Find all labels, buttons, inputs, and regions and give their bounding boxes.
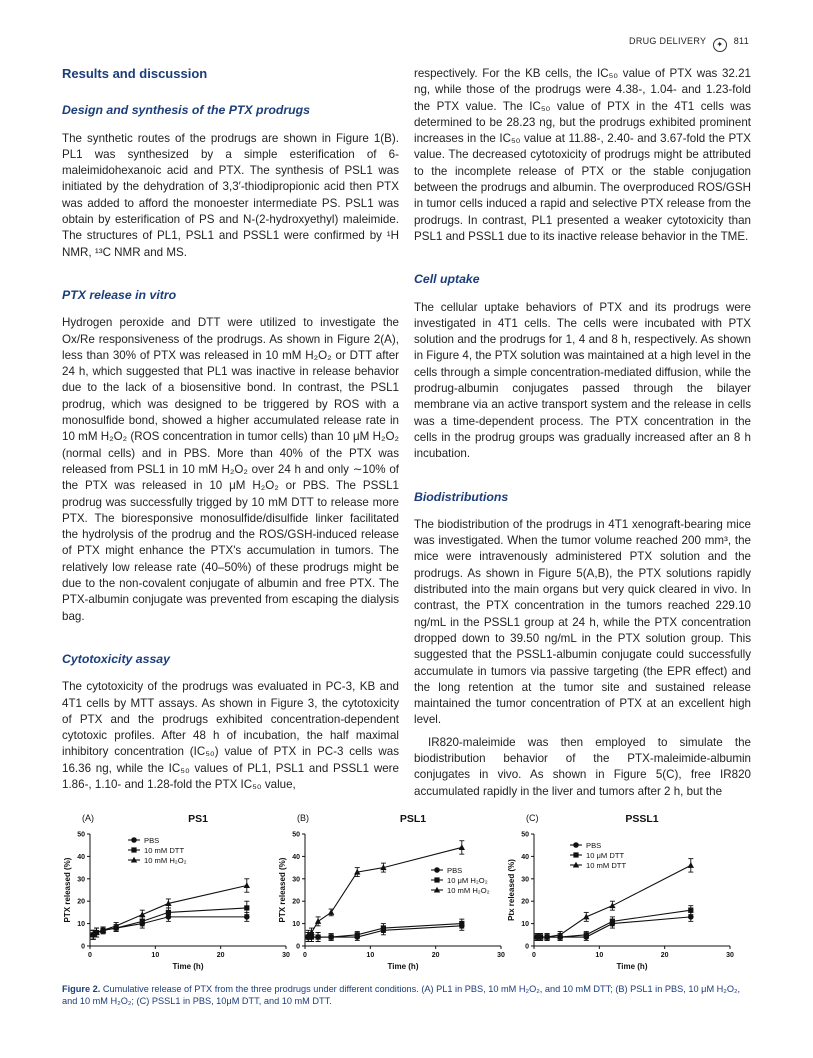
y-tick-label: 30 xyxy=(521,876,529,884)
legend-marker xyxy=(434,877,439,882)
paragraph-cell-uptake: The cellular uptake behaviors of PTX and its prodrugs were investigated in 4T1 cells. The cells were incubated with PTX solution and the prodrugs for 1, 4 and 8 h, respectively. As shown in Figure 4, the PTX solution was maintained at a high level in the cells through a simple concentration-mediated diffusion, while the prodrug-albumin conjugates passed through the bilayer membrane via an active transport system and the release in cells was a time-dependent process. The PTX concentration in the cells in the prodrug groups was gradually increased after an 8 h incubation. xyxy=(414,300,751,461)
data-point xyxy=(459,921,464,926)
data-point xyxy=(166,910,171,915)
y-tick-label: 30 xyxy=(292,876,300,884)
data-point xyxy=(329,934,334,939)
y-tick-label: 50 xyxy=(292,831,300,839)
paragraph-cytotoxicity: The cytotoxicity of the prodrugs was evaluated in PC-3, KB and 4T1 cells by MTT assays. As shown in Figure 3, the cytotoxicity of PTX and the prodrugs exhibited concentration-dependent cytotoxic profiles. After 48 h of incubation, the half maximal inhibitory concentration (IC₅₀) value of PTX in PC-3 cells was 16.36 ng, while the IC₅₀ values of PL1, PSL1 and PSSL1 were 1.86-, 1.10- and 1.28-fold the PTX IC₅₀ value, xyxy=(62,680,399,791)
panel-label: (B) xyxy=(297,813,309,823)
data-point xyxy=(688,908,693,913)
chart-panel-1 xyxy=(63,813,290,971)
x-tick-label: 10 xyxy=(366,952,375,959)
subsection-heading-cytotoxicity: Cytotoxicity assay xyxy=(62,651,170,666)
figure-2-charts xyxy=(62,812,752,982)
legend-label: 10 mM H₂O₂ xyxy=(447,886,490,895)
data-point xyxy=(355,932,360,937)
legend-label: 10 μM H₂O₂ xyxy=(447,876,488,885)
y-axis-label: PTX released (%) xyxy=(63,857,72,923)
y-tick-label: 50 xyxy=(521,831,529,839)
legend-label: 10 mM DTT xyxy=(586,861,627,870)
y-tick-label: 0 xyxy=(296,943,300,951)
data-point xyxy=(584,932,589,937)
y-tick-label: 20 xyxy=(77,898,85,906)
journal-name: DRUG DELIVERY xyxy=(629,36,707,46)
legend-marker xyxy=(434,867,440,873)
legend-marker xyxy=(131,847,136,852)
legend-marker xyxy=(131,837,137,843)
y-tick-label: 20 xyxy=(521,898,529,906)
x-tick-label: 10 xyxy=(151,952,160,959)
journal-logo-icon: ✦ xyxy=(713,38,727,52)
legend xyxy=(128,836,187,865)
figure-2-caption xyxy=(62,983,752,1007)
y-tick-label: 10 xyxy=(521,921,529,929)
y-tick-label: 40 xyxy=(77,853,85,861)
y-tick-label: 10 xyxy=(292,921,300,929)
y-tick-label: 0 xyxy=(81,943,85,951)
y-tick-label: 40 xyxy=(292,853,300,861)
x-tick-label: 20 xyxy=(216,952,225,959)
legend-label: 10 mM H₂O₂ xyxy=(144,856,187,865)
running-header xyxy=(629,36,749,52)
data-point xyxy=(315,934,320,939)
legend-label: PBS xyxy=(586,841,602,850)
x-tick-label: 20 xyxy=(660,952,669,959)
y-tick-label: 50 xyxy=(77,831,85,839)
x-tick-label: 0 xyxy=(303,952,307,959)
data-point xyxy=(557,932,563,938)
x-tick-label: 30 xyxy=(726,952,734,959)
section-heading-results: Results and discussion xyxy=(62,66,208,81)
x-tick-label: 10 xyxy=(595,952,604,959)
data-point xyxy=(244,882,250,888)
legend-label: PBS xyxy=(144,836,160,845)
subsection-heading-cell-uptake: Cell uptake xyxy=(414,272,480,287)
chart-title: PSSL1 xyxy=(625,813,659,825)
x-axis-label: Time (h) xyxy=(387,962,419,971)
y-axis-label: Ptx released (%) xyxy=(507,859,516,921)
y-tick-label: 10 xyxy=(77,921,85,929)
caption-text: Cumulative release of PTX from the three prodrugs under different conditions. (A) PL1 in PBS, 10 mM H₂O₂, and 10 mM DTT; (B) PSL1 in PBS, 10 μM H₂O₂, and 10 mM H₂O₂; (C) PSSL1 in PBS, 10μM DTT, and 10 mM DTT. xyxy=(62,984,741,1006)
page-number: 811 xyxy=(733,36,749,46)
subsection-heading-design: Design and synthesis of the PTX prodrugs xyxy=(62,103,311,118)
panel-label: (A) xyxy=(82,813,94,823)
legend-label: PBS xyxy=(447,866,463,875)
subsection-heading-biodistributions: Biodistributions xyxy=(414,489,509,504)
series-2 xyxy=(306,919,465,941)
x-tick-label: 30 xyxy=(497,952,505,959)
data-point xyxy=(315,918,321,924)
data-point xyxy=(609,902,615,908)
x-tick-label: 20 xyxy=(431,952,440,959)
figure-2 xyxy=(62,812,752,982)
x-axis-label: Time (h) xyxy=(616,962,648,971)
subsection-heading-release: PTX release in vitro xyxy=(62,287,177,302)
legend xyxy=(570,841,626,870)
data-point xyxy=(610,919,615,924)
chart-title: PS1 xyxy=(188,813,208,825)
data-point xyxy=(244,905,249,910)
series-2 xyxy=(91,901,250,939)
data-point xyxy=(328,909,334,915)
y-axis-label: PTX released (%) xyxy=(278,857,287,923)
y-tick-label: 30 xyxy=(77,876,85,884)
panel-label: (C) xyxy=(526,813,539,823)
paragraph-design: The synthetic routes of the prodrugs are shown in Figure 1(B). PL1 was synthesized by a simple esterification of 6-maleimidohexanoic acid and PTX. The synthesis of PSL1 was initiated by the dehydration of 3,3′-thiodipropionic acid then PTX was added to afford the monoester intermediate PS. PSL1 was obtain by esterification of PS and N-(2-hydroxyethyl) maleimide. The structures of PL1, PSL1 and PSSL1 were confirmed by ¹H NMR, ¹³C NMR and MS. xyxy=(62,131,399,259)
left-column xyxy=(62,66,399,799)
y-tick-label: 20 xyxy=(292,898,300,906)
data-point xyxy=(381,925,386,930)
chart-panel-2 xyxy=(278,813,505,971)
paragraph-cytotoxicity-continued: respectively. For the KB cells, the IC₅₀ value of PTX was 32.21 ng, while those of the prodrugs were 4.38-, 1.04- and 1.23-fold the PTX value. The IC₅₀ value of PTX in the 4T1 cells was determined to be 28.23 ng, but the prodrugs exhibited prominent increases in the IC₅₀ value at 11.88-, 2.40- and 3.67-fold the PTX value. The decreased cytotoxicity of prodrugs might be attributed to the incomplete release of PTX or the stable conjugation between the prodrugs and albumin. The overproduced ROS/GSH in tumor cells induced a rapid and selective PTX release from the prodrugs. In contrast, PL1 presented a weaker cytotoxicity than PSL1 and PSSL1 due to its inactive release behavior in the TME. xyxy=(414,67,751,243)
data-point xyxy=(459,844,465,850)
legend-label: 10 μM DTT xyxy=(586,851,625,860)
chart-panel-3 xyxy=(507,813,734,971)
y-tick-label: 40 xyxy=(521,853,529,861)
x-tick-label: 0 xyxy=(88,952,92,959)
x-tick-label: 30 xyxy=(282,952,290,959)
x-tick-label: 0 xyxy=(532,952,536,959)
legend-label: 10 mM DTT xyxy=(144,846,185,855)
chart-title: PSL1 xyxy=(399,813,427,825)
legend-marker xyxy=(573,842,579,848)
right-column xyxy=(414,66,751,806)
paragraph-release: Hydrogen peroxide and DTT were utilized to investigate the Ox/Re responsiveness of the prodrugs. As shown in Figure 2(A), less than 30% of PTX was released in 10 mM H₂O₂ or DTT after 24 h, which suggested that PL1 was inactive in release behavior due to the lack of a biosensitive bond. In contrast, the PSL1 prodrug, which was designed to be triggered by ROS with a monosulfide bond, showed a higher accumulated release rate in 10 mM H₂O₂ (ROS concentration in tumor cells) than 10 μM H₂O₂ (normal cells) and in PBS. More than 40% of the PTX was released from PSL1 in 10 mM H₂O₂ over 24 h and only ∼10% of the PTX was released in 10 μM H₂O₂ or PBS. The PSSL1 prodrug was successfully trigged by 10 mM DTT to release more PTX. The bioresponsive monosulfide/disulfide linker facilitated the hydrolysis of the prodrug and the ROS/GSH-induced release of PTX might enhance the PTX's accumulation in tumors. The relatively low release rate (40–50%) of these prodrugs might be due to the non-covalent conjugate of albumin and free PTX. The PTX-albumin conjugate was prevented from escaping the dialysis bag. xyxy=(62,316,399,623)
paragraph-biodistribution-2: IR820-maleimide was then employed to simulate the biodistribution behavior of the PTX-maleimide-albumin conjugates in vivo. As shown in Figure 5(C), free IR820 accumulated rapidly in the liver and tumors after 2 h, but the xyxy=(414,735,751,798)
legend-marker xyxy=(573,852,578,857)
x-axis-label: Time (h) xyxy=(172,962,204,971)
legend xyxy=(431,866,490,895)
caption-label: Figure 2. xyxy=(62,984,101,994)
y-tick-label: 0 xyxy=(525,943,529,951)
data-point xyxy=(688,862,694,868)
paragraph-biodistribution-1: The biodistribution of the prodrugs in 4T1 xenograft-bearing mice was investigated. When the tumor volume reached 200 mm³, the mice were intravenously administered PTX solution and the prodrugs. As shown in Figure 5(A,B), the PTX solutions rapidly distributed into the main organs but very quick cleared in vivo. In contrast, the PTX concentration in the tumors reached 229.10 ng/mL in the PSSL1 group at 24 h, while the PTX concentration dropped down to 39.50 ng/mL in the PTX solution group. This suggested that the PSSL1-albumin conjugate could successfully accumulate in tumors via passive targeting (the EPR effect) and the long retention at the tumor site and sustained release maintained the tumor concentration of PTX at an excellent high level. xyxy=(414,517,751,727)
